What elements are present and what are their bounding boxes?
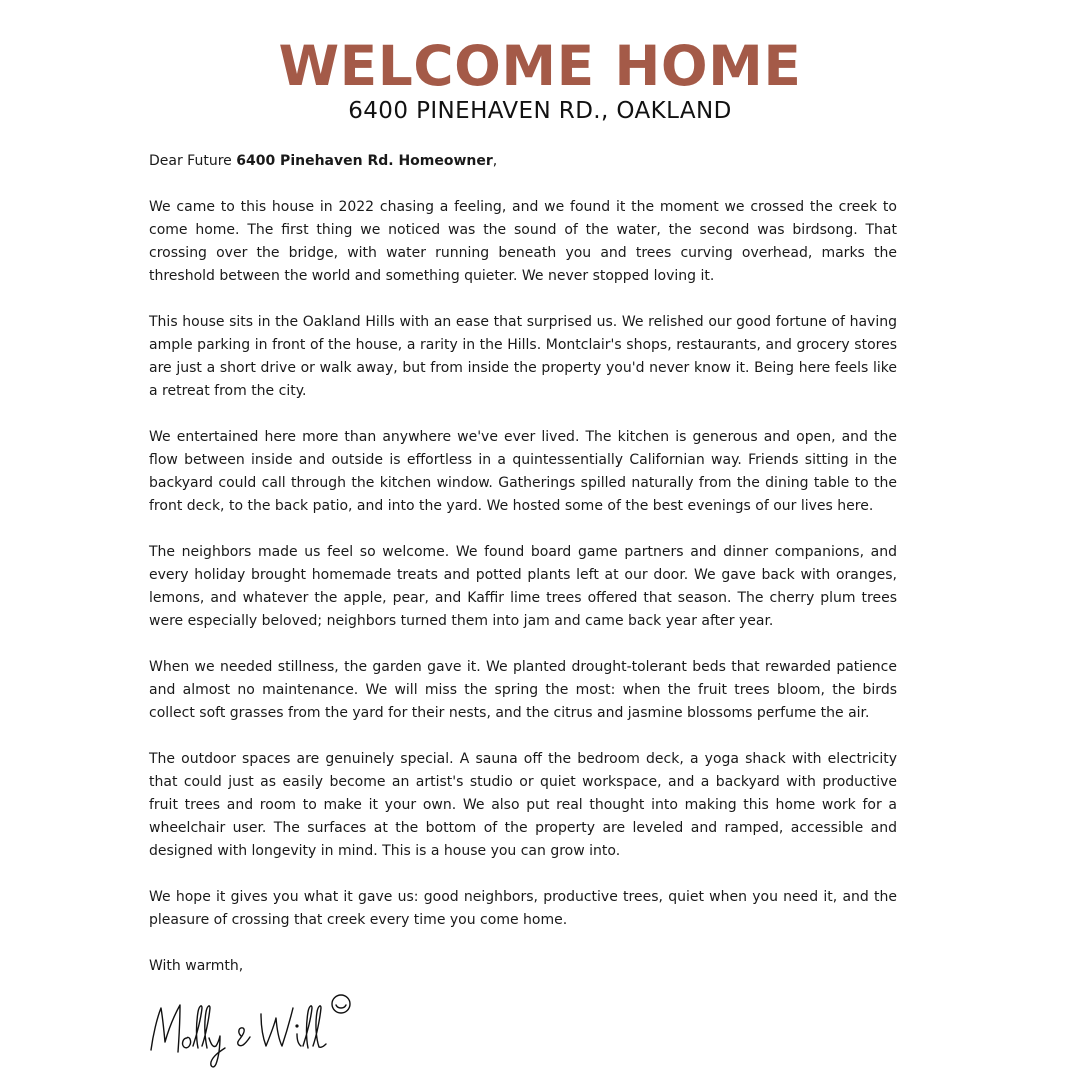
paragraph-closing-hope: We hope it gives you what it gave us: good neighbors, productive trees, quiet when you need it, and the pleasure of crossing that creek every time you come home. bbox=[149, 889, 897, 928]
paragraph-garden: When we needed stillness, the garden gave it. We planted drought-tolerant beds that rewarded patience and almost no maintenance. We will miss the spring the most: when the fruit trees bloom, the birds collect soft grasses from the yard for their nests, and the citrus and jasmine blossoms perfume the air. bbox=[149, 659, 897, 721]
paragraph-creek: We came to this house in 2022 chasing a feeling, and we found it the moment we crossed the creek to come home. The first thing we noticed was the sound of the water, the second was birdsong. That crossing over the bridge, with water running beneath you and trees curving overhead, marks the threshold between the world and something quieter. We never stopped loving it. bbox=[149, 199, 897, 284]
salutation bbox=[149, 150, 897, 173]
salutation-suffix: , bbox=[492, 153, 498, 169]
letter-body bbox=[149, 150, 897, 978]
address-subtitle: 6400 PINEHAVEN RD., OAKLAND bbox=[348, 98, 732, 124]
handwritten-signature bbox=[145, 990, 360, 1070]
paragraph-neighbors: The neighbors made us feel so welcome. We found board game partners and dinner companions, and every holiday brought homemade treats and potted plants left at our door. We gave back with oranges, lemons, and whatever the apple, pear, and Kaffir lime trees offered that season. The cherry plum trees were especially beloved; neighbors turned them into jam and came back year after year. bbox=[149, 544, 897, 629]
salutation-prefix: Dear Future bbox=[149, 153, 237, 169]
salutation-recipient: 6400 Pinehaven Rd. Homeowner bbox=[236, 153, 493, 169]
closing-line: With warmth, bbox=[149, 958, 244, 974]
paragraph-oakland-hills: This house sits in the Oakland Hills with an ease that surprised us. We relished our good fortune of having ample parking in front of the house, a rarity in the Hills. Montclair's shops, restaurants, and grocery stores are just a short drive or walk away, but from inside the property you'd never know it. Being here feels like a retreat from the city. bbox=[149, 314, 897, 399]
paragraph-outdoor-spaces: The outdoor spaces are genuinely special. A sauna off the bedroom deck, a yoga shack with electricity that could just as easily become an artist's studio or quiet workspace, and a backyard with productive fruit trees and room to make it your own. We also put real thought into making this home work for a wheelchair user. The surfaces at the bottom of the property are leveled and ramped, accessible and designed with longevity in mind. This is a house you can grow into. bbox=[149, 751, 897, 859]
page-title: WELCOME HOME bbox=[278, 34, 802, 98]
paragraph-entertaining: We entertained here more than anywhere we've ever lived. The kitchen is generous and open, and the flow between inside and outside is effortless in a quintessentially Californian way. Friends sitting in the backyard could call through the kitchen window. Gatherings spilled naturally from the dining table to the front deck, to the back patio, and into the yard. We hosted some of the best evenings of our lives here. bbox=[149, 429, 897, 514]
